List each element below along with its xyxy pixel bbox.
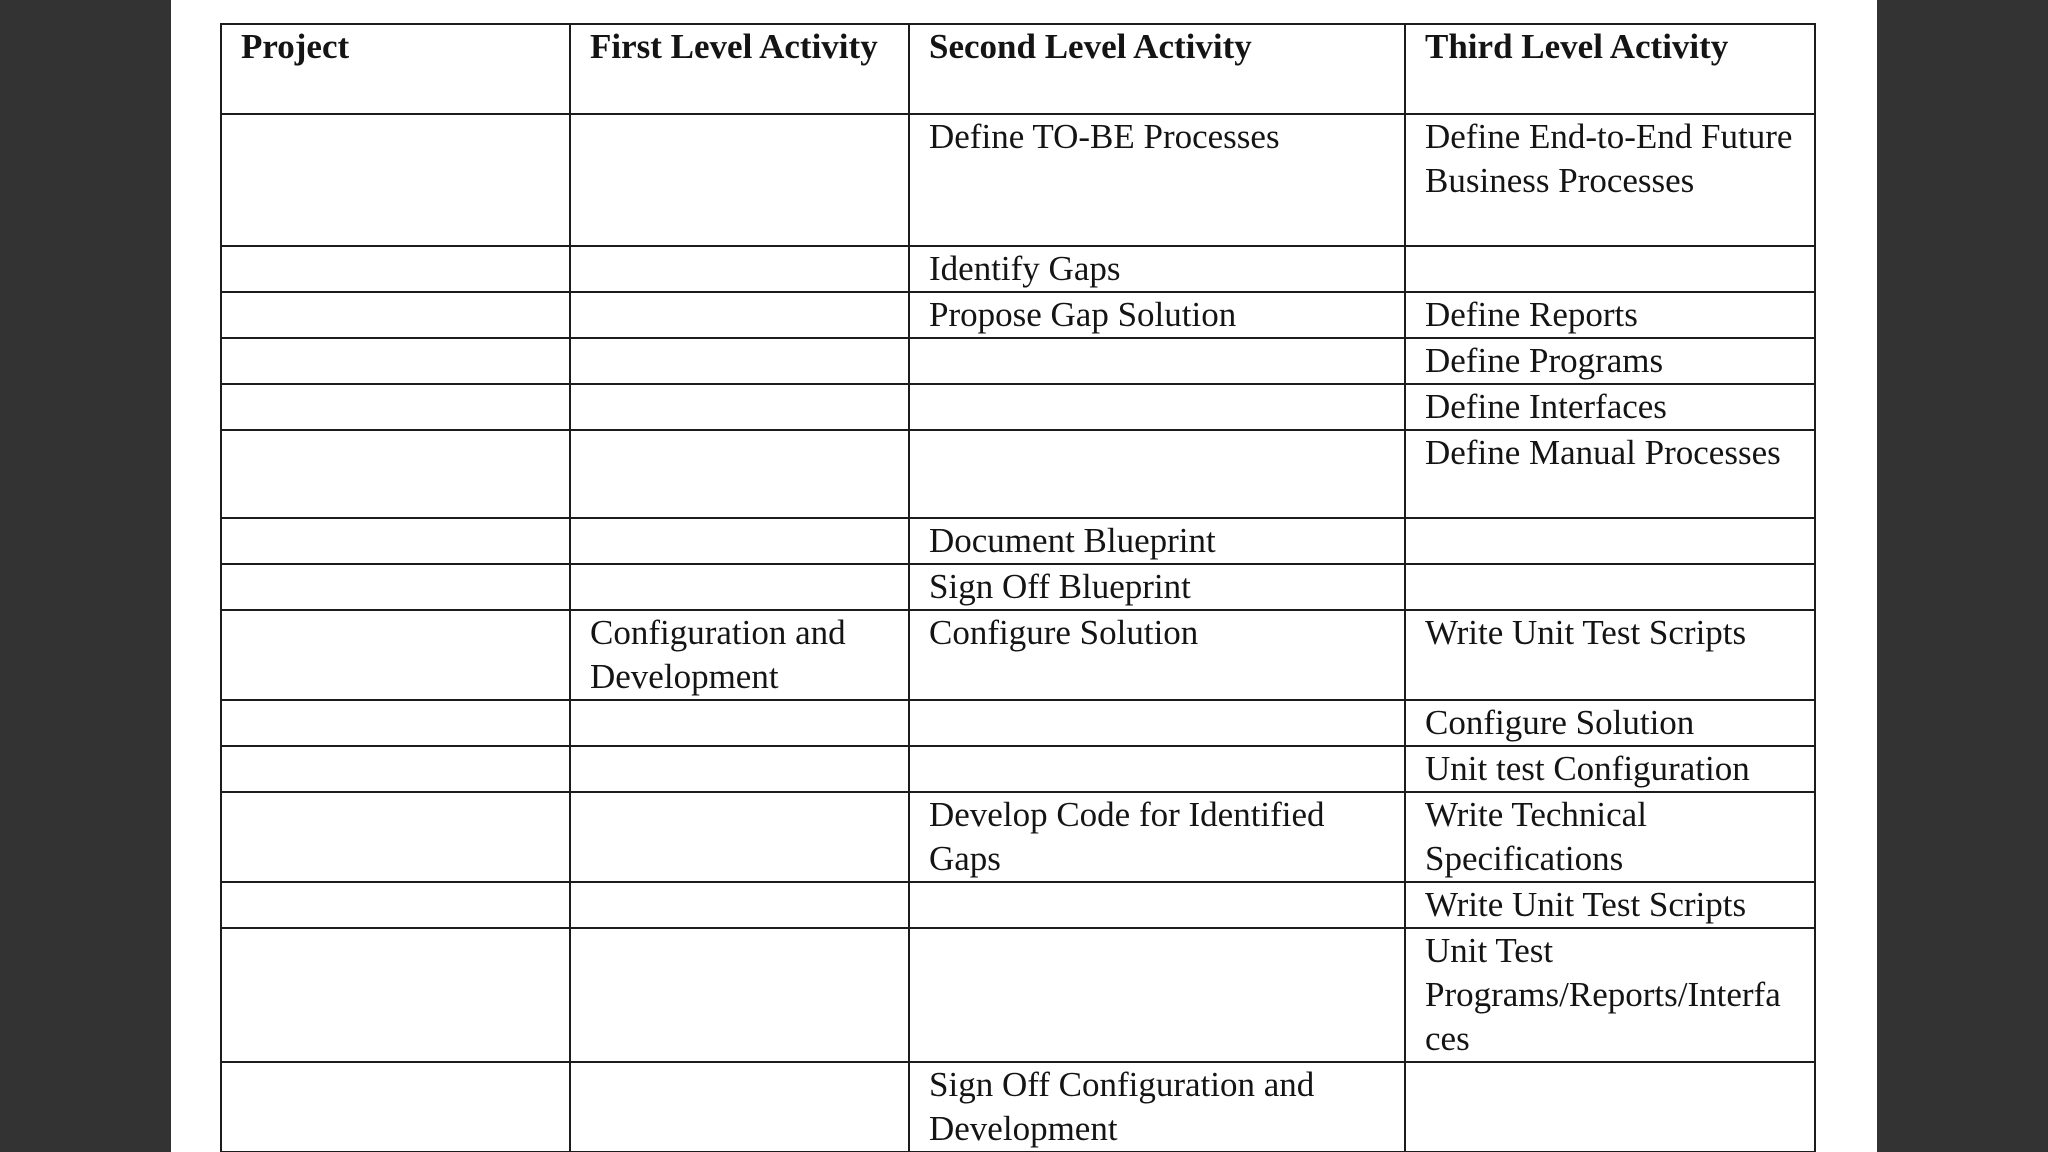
table-cell: Write Unit Test Scripts	[1405, 882, 1815, 928]
table-cell	[909, 928, 1405, 1062]
table-cell	[570, 700, 909, 746]
table-cell: Define Reports	[1405, 292, 1815, 338]
table-cell	[221, 928, 570, 1062]
table-cell	[909, 882, 1405, 928]
table-row	[221, 610, 1815, 700]
table-cell	[570, 430, 909, 518]
header-third-level-activity: Third Level Activity	[1405, 24, 1815, 114]
table-cell	[570, 384, 909, 430]
table-cell: Configuration and Development	[570, 610, 909, 700]
table-cell	[909, 384, 1405, 430]
table-row	[221, 246, 1815, 292]
table-row	[221, 792, 1815, 882]
table-cell	[909, 746, 1405, 792]
table-cell	[1405, 246, 1815, 292]
table-cell	[221, 564, 570, 610]
table-cell: Define Interfaces	[1405, 384, 1815, 430]
table-cell: Write Technical Specifications	[1405, 792, 1815, 882]
table-cell: Sign Off Blueprint	[909, 564, 1405, 610]
table-cell	[570, 246, 909, 292]
table-row	[221, 564, 1815, 610]
table-cell	[221, 384, 570, 430]
table-cell: Propose Gap Solution	[909, 292, 1405, 338]
table-row	[221, 518, 1815, 564]
table-cell	[221, 518, 570, 564]
table-cell	[221, 338, 570, 384]
table-cell	[570, 746, 909, 792]
table-cell	[221, 610, 570, 700]
table-cell: Define Manual Processes	[1405, 430, 1815, 518]
table-cell	[570, 564, 909, 610]
table-cell: Write Unit Test Scripts	[1405, 610, 1815, 700]
table-cell: Sign Off Configuration and Development	[909, 1062, 1405, 1152]
header-second-level-activity: Second Level Activity	[909, 24, 1405, 114]
table-row	[221, 746, 1815, 792]
table-cell	[221, 746, 570, 792]
table-row	[221, 700, 1815, 746]
table-cell	[221, 1062, 570, 1152]
table-row	[221, 430, 1815, 518]
table-cell	[570, 928, 909, 1062]
table-cell	[1405, 564, 1815, 610]
activity-table	[220, 23, 1816, 1152]
table-cell	[909, 338, 1405, 384]
table-cell	[570, 1062, 909, 1152]
table-row	[221, 928, 1815, 1062]
table-cell	[570, 292, 909, 338]
table-cell	[221, 292, 570, 338]
table-row	[221, 384, 1815, 430]
header-project: Project	[221, 24, 570, 114]
table-row	[221, 882, 1815, 928]
table-cell	[909, 700, 1405, 746]
table-cell	[570, 792, 909, 882]
table-cell	[221, 882, 570, 928]
table-cell: Configure Solution	[909, 610, 1405, 700]
table-row	[221, 114, 1815, 246]
table-cell: Document Blueprint	[909, 518, 1405, 564]
table-cell: Define TO-BE Processes	[909, 114, 1405, 246]
document-page	[171, 0, 1877, 1152]
table-cell	[221, 700, 570, 746]
header-first-level-activity: First Level Activity	[570, 24, 909, 114]
table-row	[221, 338, 1815, 384]
table-cell: Configure Solution	[1405, 700, 1815, 746]
table-cell	[221, 792, 570, 882]
table-cell	[1405, 1062, 1815, 1152]
table-cell: Develop Code for Identified Gaps	[909, 792, 1405, 882]
table-cell	[570, 518, 909, 564]
table-cell: Define Programs	[1405, 338, 1815, 384]
table-cell: Identify Gaps	[909, 246, 1405, 292]
table-cell: Define End-to-End Future Business Processes	[1405, 114, 1815, 246]
table-cell	[221, 114, 570, 246]
table-cell: Unit test Configuration	[1405, 746, 1815, 792]
table-cell: Unit Test Programs/Reports/Interfaces	[1405, 928, 1815, 1062]
table-row	[221, 1062, 1815, 1152]
table-cell	[909, 430, 1405, 518]
table-cell	[570, 882, 909, 928]
table-cell	[1405, 518, 1815, 564]
table-cell	[570, 338, 909, 384]
table-cell	[221, 246, 570, 292]
table-cell	[570, 114, 909, 246]
table-row	[221, 292, 1815, 338]
table-header-row	[221, 24, 1815, 114]
table-cell	[221, 430, 570, 518]
